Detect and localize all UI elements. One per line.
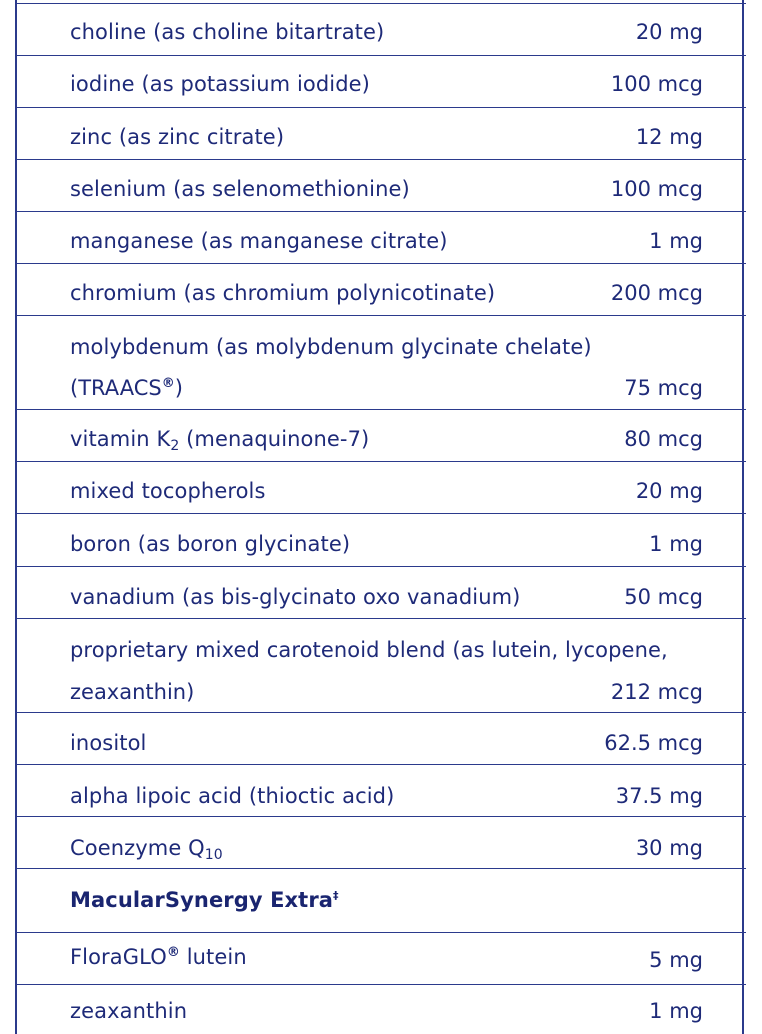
ingredient-amount: 1 mg: [649, 999, 703, 1023]
ingredient-name: mixed tocopherols: [70, 479, 266, 503]
ingredient-name: boron (as boron glycinate): [70, 532, 351, 556]
subscript: 2: [170, 438, 180, 454]
table-row: [15, 263, 746, 315]
table-row: [15, 3, 746, 55]
ingredient-name: zeaxanthin: [70, 999, 188, 1023]
table-row: [15, 816, 746, 868]
ingredient-amount: 37.5 mg: [615, 784, 703, 808]
ingredient-amount: 5 mg: [649, 948, 703, 972]
ingredient-name: FloraGLO® lutein: [70, 945, 247, 969]
ingredient-name: iodine (as potassium iodide): [70, 72, 370, 96]
table-row: [15, 55, 746, 107]
table-row: [15, 211, 746, 263]
ingredient-name: vitamin $K_2$ (menaquinone-7): [70, 427, 370, 454]
table-row: [15, 712, 746, 764]
double-dagger-mark: ‡: [333, 889, 339, 902]
ingredient-name: Coenzyme $Q_{10}$: [70, 836, 223, 863]
table-row: [15, 461, 746, 513]
ingredient-amount: 80 mcg: [624, 427, 703, 451]
table-row: [15, 315, 746, 409]
ingredient-amount: 30 mg: [635, 836, 703, 860]
ingredient-name: selenium (as selenomethionine): [70, 177, 410, 201]
ingredient-amount: 12 mg: [635, 125, 703, 149]
ingredient-name: molybdenum (as molybdenum glycinate chelate): [70, 335, 592, 359]
ingredient-amount: 100 mcg: [610, 72, 703, 96]
table-row: [15, 566, 746, 618]
ingredient-name: proprietary mixed carotenoid blend (as lutein, lycopene,: [70, 638, 668, 662]
table-row: [15, 932, 746, 984]
table-row: [15, 409, 746, 461]
ingredient-amount: 75 mcg: [624, 376, 703, 400]
registered-mark: ®: [161, 376, 175, 391]
ingredient-amount: 200 mcg: [610, 281, 703, 305]
table-row: [15, 764, 746, 816]
ingredient-amount: 20 mg: [635, 20, 703, 44]
ingredient-name: inositol: [70, 731, 147, 755]
ingredient-amount: 100 mcg: [610, 177, 703, 201]
subscript: 10: [204, 847, 223, 863]
ingredient-name-continued: (TRAACS®): [70, 376, 183, 400]
ingredient-name: chromium (as chromium polynicotinate): [70, 281, 496, 305]
ingredient-name: manganese (as manganese citrate): [70, 229, 448, 253]
ingredient-name-continued: zeaxanthin): [70, 680, 195, 704]
ingredient-name: zinc (as zinc citrate): [70, 125, 285, 149]
registered-mark: ®: [166, 945, 180, 960]
ingredient-amount: 212 mcg: [610, 680, 703, 704]
table-row: [15, 513, 746, 566]
table-row: [15, 107, 746, 159]
ingredient-name: alpha lipoic acid (thioctic acid): [70, 784, 395, 808]
ingredient-amount: 1 mg: [649, 532, 703, 556]
ingredient-name: vanadium (as bis-glycinato oxo vanadium): [70, 585, 521, 609]
ingredient-amount: 1 mg: [649, 229, 703, 253]
ingredient-amount: 20 mg: [635, 479, 703, 503]
ingredient-amount: 62.5 mcg: [604, 731, 703, 755]
table-row: [15, 984, 746, 1034]
section-header-row: [15, 868, 746, 932]
ingredient-amount: 50 mcg: [624, 585, 703, 609]
table-row: [15, 618, 746, 712]
section-title: MacularSynergy Extra‡: [70, 888, 339, 912]
ingredient-name: choline (as choline bitartrate): [70, 20, 385, 44]
table-row: [15, 159, 746, 211]
